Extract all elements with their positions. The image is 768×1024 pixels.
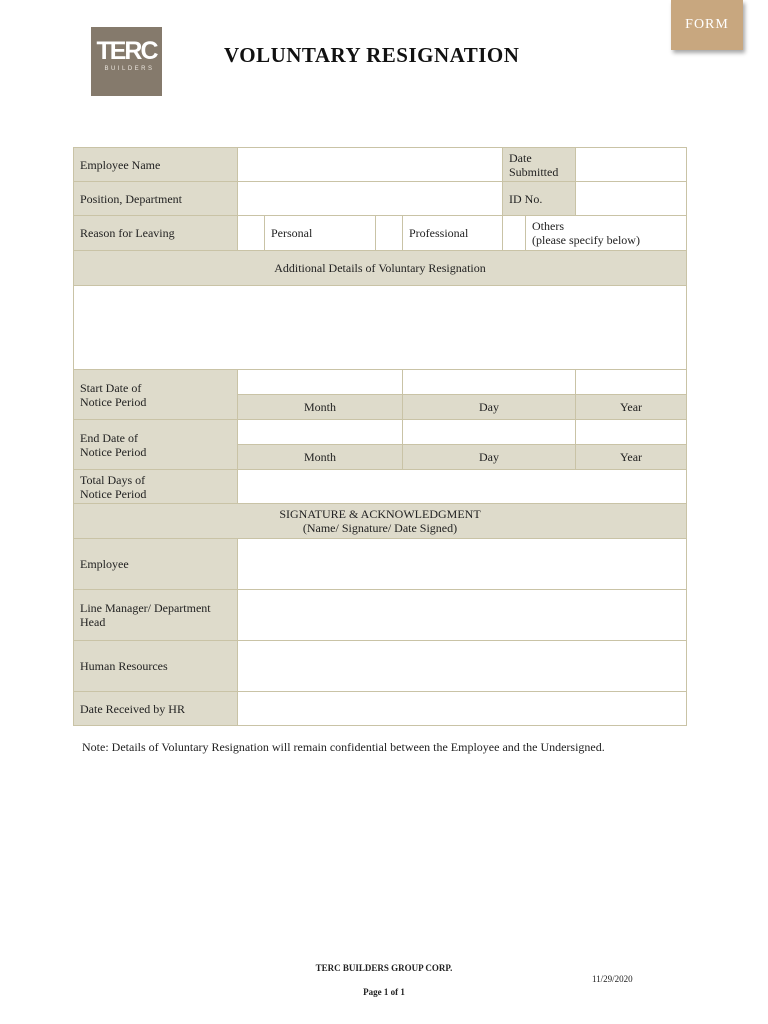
employee-name-field[interactable] — [238, 148, 503, 182]
end-date-label-line1: End Date of — [80, 430, 138, 445]
footer-date: 11/29/2020 — [592, 974, 633, 984]
end-day-label: Day — [403, 445, 576, 470]
total-days-label-line2: Notice Period — [80, 486, 147, 501]
company-logo — [91, 27, 162, 96]
form-tag: FORM — [671, 0, 743, 50]
total-days-label-line1: Total Days of — [80, 472, 146, 487]
id-no-label: ID No. — [503, 182, 576, 216]
others-label-line2: (please specify below) — [532, 233, 640, 247]
reason-for-leaving-label: Reason for Leaving — [74, 216, 238, 251]
total-days-label — [74, 470, 238, 504]
end-date-label — [74, 420, 238, 470]
personal-checkbox[interactable] — [238, 216, 265, 251]
others-checkbox[interactable] — [503, 216, 526, 251]
additional-details-header: Additional Details of Voluntary Resignation — [74, 251, 687, 286]
end-date-label-line2: Notice Period — [80, 444, 147, 459]
start-year-field[interactable] — [576, 370, 687, 395]
position-department-field[interactable] — [238, 182, 503, 216]
start-month-label: Month — [238, 395, 403, 420]
page-total: 1 — [400, 987, 405, 997]
page-prefix: Page — [363, 987, 384, 997]
resignation-form-table — [73, 147, 687, 726]
start-date-label — [74, 370, 238, 420]
employee-signature-field[interactable] — [238, 539, 687, 590]
line-manager-label — [74, 590, 238, 641]
page-current: 1 — [383, 987, 389, 997]
form-row-additional-header — [74, 251, 687, 286]
form-row-additional-details — [74, 286, 687, 370]
employee-signature-label: Employee — [74, 539, 238, 590]
page-title: VOLUNTARY RESIGNATION — [224, 43, 520, 67]
end-year-label: Year — [576, 445, 687, 470]
form-row-line-manager — [74, 590, 687, 641]
others-option-label — [526, 216, 687, 251]
form-row-human-resources — [74, 641, 687, 692]
line-manager-label-line1: Line Manager/ Department — [80, 601, 211, 615]
form-row-start-date-inputs — [74, 370, 687, 395]
date-submitted-field[interactable] — [576, 148, 687, 182]
signature-header-title: SIGNATURE & ACKNOWLEDGMENT — [279, 507, 481, 521]
form-row-end-date-inputs — [74, 420, 687, 445]
signature-header-subtitle: (Name/ Signature/ Date Signed) — [302, 521, 458, 535]
end-month-field[interactable] — [238, 420, 403, 445]
footer-company: TERC BUILDERS GROUP CORP. — [315, 963, 453, 973]
form-row-signature-header — [74, 504, 687, 539]
end-year-field[interactable] — [576, 420, 687, 445]
others-label-line1: Others — [532, 219, 564, 233]
start-day-field[interactable] — [403, 370, 576, 395]
footer-page-number — [0, 987, 768, 997]
date-received-label: Date Received by HR — [74, 692, 238, 726]
form-row-employee-signature — [74, 539, 687, 590]
date-submitted-label: Date Submitted — [503, 148, 576, 182]
form-row-reason — [74, 216, 687, 251]
human-resources-label: Human Resources — [74, 641, 238, 692]
line-manager-signature-field[interactable] — [238, 590, 687, 641]
logo-main-text: TERC — [96, 37, 157, 65]
form-row-date-received — [74, 692, 687, 726]
total-days-field[interactable] — [238, 470, 687, 504]
signature-header — [74, 504, 687, 539]
personal-option-label: Personal — [265, 216, 376, 251]
start-day-label: Day — [403, 395, 576, 420]
additional-details-field[interactable] — [74, 286, 687, 370]
form-row-total-days — [74, 470, 687, 504]
professional-checkbox[interactable] — [376, 216, 403, 251]
start-date-label-line1: Start Date of — [80, 380, 142, 395]
form-row-employee — [74, 148, 687, 182]
end-day-field[interactable] — [403, 420, 576, 445]
logo-sub-text: BUILDERS — [104, 66, 155, 72]
start-date-label-line2: Notice Period — [80, 394, 147, 409]
line-manager-label-line2: Head — [80, 615, 106, 629]
date-received-field[interactable] — [238, 692, 687, 726]
confidentiality-note: Note: Details of Voluntary Resignation will remain confidential between the Employee and the Undersigned. — [82, 740, 605, 754]
form-row-position — [74, 182, 687, 216]
employee-name-label: Employee Name — [74, 148, 238, 182]
start-month-field[interactable] — [238, 370, 403, 395]
page-of: of — [388, 987, 401, 997]
human-resources-signature-field[interactable] — [238, 641, 687, 692]
end-month-label: Month — [238, 445, 403, 470]
position-department-label: Position, Department — [74, 182, 238, 216]
id-no-field[interactable] — [576, 182, 687, 216]
start-year-label: Year — [576, 395, 687, 420]
professional-option-label: Professional — [403, 216, 503, 251]
